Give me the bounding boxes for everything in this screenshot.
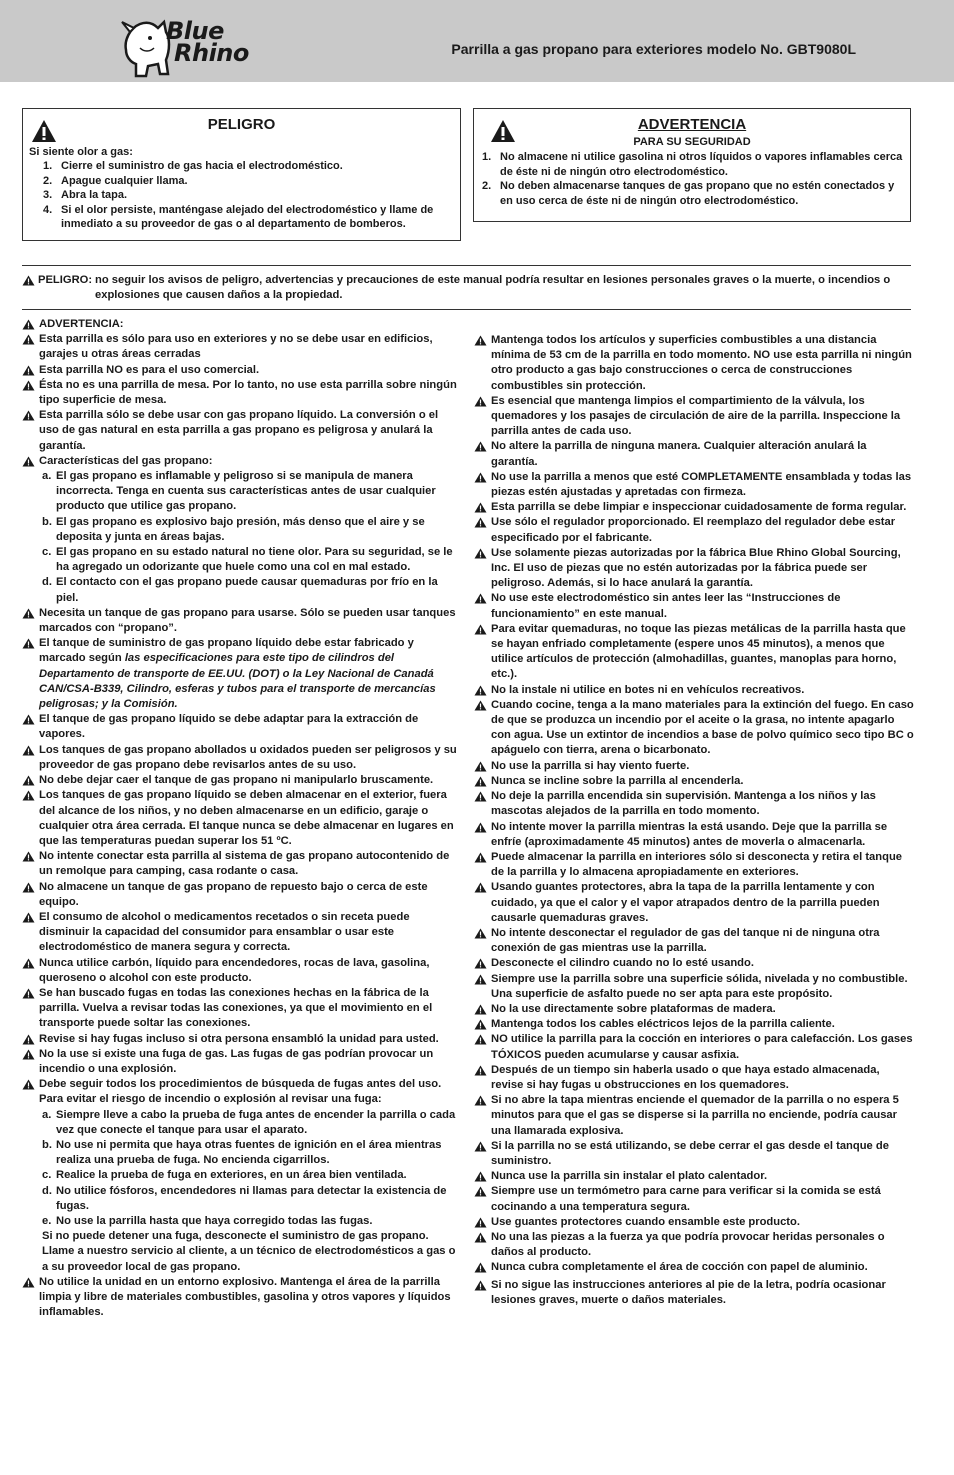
warning-triangle-icon bbox=[490, 119, 516, 143]
warning-triangle-icon bbox=[22, 912, 35, 923]
page-title: Parrilla a gas propano para exteriores modelo No. GBT9080L bbox=[451, 41, 856, 57]
warning-triangle-icon bbox=[474, 1019, 487, 1030]
warning-triangle-icon bbox=[22, 1049, 35, 1060]
item-text: Cierre el suministro de gas hacia el electrodoméstico. bbox=[61, 160, 343, 173]
warning-triangle-icon bbox=[22, 608, 35, 619]
list-item bbox=[474, 500, 914, 515]
warning-triangle-icon bbox=[474, 472, 487, 483]
list-item bbox=[474, 820, 914, 850]
sub-item bbox=[22, 1168, 460, 1183]
sub-letter: b. bbox=[42, 515, 52, 528]
sub-item bbox=[22, 545, 460, 575]
warning-triangle-icon bbox=[474, 1141, 487, 1152]
list-item bbox=[474, 1063, 914, 1093]
warning-triangle-icon bbox=[474, 700, 487, 711]
item-text: No intente mover la parrilla mientras la está usando. Deje que la parrilla se enfríe (aproximadamente 45 minutos) antes de moverla o almacenarla. bbox=[491, 820, 888, 848]
warning-triangle-icon bbox=[22, 775, 35, 786]
sub-letter: c. bbox=[42, 546, 52, 559]
list-item bbox=[474, 1017, 914, 1032]
warning-triangle-icon bbox=[474, 761, 487, 772]
sub-item bbox=[22, 1138, 460, 1168]
list-item bbox=[22, 606, 460, 636]
item-text: No use la parrilla hasta que haya corregido todas las fugas. bbox=[56, 1214, 373, 1227]
list-item bbox=[22, 849, 460, 879]
list-item bbox=[474, 956, 914, 971]
warning-triangle-icon bbox=[474, 1034, 487, 1045]
list-item bbox=[22, 712, 460, 742]
warning-triangle-icon bbox=[474, 1217, 487, 1228]
item-text: Ésta no es una parrilla de mesa. Por lo tanto, no use esta parrilla sobre ningún tipo superficie de mesa. bbox=[39, 378, 457, 407]
item-text: No una las piezas a la fuerza ya que podría provocar heridas personales o daños al producto. bbox=[491, 1230, 885, 1259]
item-text: Esta parrilla es sólo para uso en exteriores y no se debe usar en edificios, garajes u otras áreas cerradas bbox=[39, 333, 433, 361]
danger-text: no seguir los avisos de peligro, advertencias y precauciones de este manual podría resultar en lesiones personales graves o la muerte, o incendios o explosiones que causen daños a la propiedad. bbox=[95, 274, 891, 302]
item-text: Esta parrilla sólo se debe usar con gas propano líquido. La conversión o el uso de gas natural en esta parrilla a gas propano es peligrosa y anulará la garantía. bbox=[39, 409, 439, 452]
item-text: Use sólo el regulador proporcionado. El reemplazo del regulador debe estar especificado por el fabricante. bbox=[491, 516, 896, 544]
list-item bbox=[480, 150, 904, 179]
item-text: Usando guantes protectores, abra la tapa de la parrilla lentamente y con cuidado, ya que el calor y el vapor atrapados dentro de la parrilla pueden causarle quemaduras graves. bbox=[491, 881, 880, 924]
advertencia-steps bbox=[480, 150, 904, 208]
item-text: No deje la parrilla encendida sin supervisión. Mantenga a los niños y las mascotas alejados de la parrilla en todo momento. bbox=[491, 790, 876, 818]
warning-triangle-icon bbox=[474, 441, 487, 452]
warning-triangle-icon bbox=[474, 974, 487, 985]
warning-triangle-icon bbox=[474, 1095, 487, 1106]
list-item bbox=[22, 1032, 460, 1047]
peligro-intro: Si siente olor a gas: bbox=[29, 146, 133, 158]
item-number: 2. bbox=[482, 180, 492, 193]
warning-triangle-icon bbox=[474, 1280, 487, 1291]
list-item bbox=[474, 850, 914, 880]
item-text: Nunca cubra completamente el área de cocción con papel de aluminio. bbox=[491, 1261, 868, 1274]
item-text: Es esencial que mantenga limpios el compartimiento de la válvula, los quemadores y los pasajes de circulación de aire de la parrilla. Inspeccione la parrilla antes de cada uso. bbox=[491, 394, 901, 438]
list-item bbox=[474, 1260, 914, 1275]
list-item bbox=[474, 622, 914, 683]
item-text: No use ni permita que haya otras fuentes de ignición en el área mientras realiza una prueba de fuga. No encienda cigarrillos. bbox=[56, 1138, 442, 1167]
sub-paragraph: Si no puede detener una fuga, desconecte el suministro de gas propano. Llame a nuestro servicio al cliente, a un técnico de electrodomésticos a gas o a su proveedor local de gas propano. bbox=[42, 1230, 456, 1273]
list-item bbox=[22, 408, 460, 454]
item-text: No deben almacenarse tanques de gas propano que no estén conectados y en uso cerca de éste ni de ningún otro electrodoméstico. bbox=[500, 180, 895, 207]
item-text: NO utilice la parrilla para la cocción en interiores o para calefacción. Los gases TÓXICOS pueden acumularse y causar asfixia. bbox=[491, 1033, 913, 1061]
warning-triangle-icon bbox=[22, 410, 35, 421]
list-item bbox=[474, 926, 914, 956]
warning-triangle-icon bbox=[22, 365, 35, 376]
warning-triangle-icon bbox=[474, 852, 487, 863]
warning-triangle-icon bbox=[22, 988, 35, 999]
sub-letter: a. bbox=[42, 470, 52, 483]
danger-label: PELIGRO: bbox=[38, 274, 93, 286]
sub-letter: c. bbox=[42, 1169, 52, 1182]
list-item bbox=[474, 774, 914, 789]
item-text-italic: las especificaciones para este tipo de cilindros del Departamento de transporte de EE.UU. (DOT) o la Ley Nacional de Canadá CAN/CSA-B339, Cilindro, esferas y tubos para el transporte de mercancías peligrosas; y la Comisión. bbox=[39, 652, 436, 711]
list-item bbox=[474, 880, 914, 926]
warning-triangle-icon bbox=[22, 319, 35, 330]
list-item bbox=[480, 179, 904, 208]
item-text: No utilice fósforos, encendedores ni llamas para detectar la existencia de fugas. bbox=[56, 1184, 447, 1212]
list-item bbox=[474, 698, 914, 759]
warning-heading bbox=[22, 317, 460, 332]
item-text: No almacene un tanque de gas propano de repuesto bajo o cerca de este equipo. bbox=[39, 880, 428, 908]
item-text: El contacto con el gas propano puede causar quemaduras por frío en la piel. bbox=[56, 576, 438, 604]
item-text: Características del gas propano: bbox=[39, 454, 213, 467]
list-item bbox=[474, 515, 914, 545]
list-item bbox=[474, 394, 914, 440]
list-item bbox=[22, 1077, 460, 1107]
warning-triangle-icon bbox=[22, 958, 35, 969]
item-text: Puede almacenar la parrilla en interiores sólo si desconecta y retira el tanque de la parrilla y lo almacena apropiadamente en exteriores. bbox=[491, 850, 902, 879]
warning-triangle-icon bbox=[474, 1171, 487, 1182]
list-item bbox=[474, 333, 914, 394]
list-item bbox=[474, 470, 914, 500]
item-text: El tanque de gas propano líquido se debe adaptar para la extracción de vapores. bbox=[39, 713, 419, 741]
advertencia-title: ADVERTENCIA bbox=[637, 116, 747, 133]
item-text: Se han buscado fugas en todas las conexiones hechas en la fábrica de la parrilla. Vuelva a revisar todas las conexiones, ya que el movimiento en el transporte puede soltar las conexiones. bbox=[39, 986, 433, 1030]
divider bbox=[22, 309, 911, 310]
list-item bbox=[474, 1093, 914, 1139]
peligro-box bbox=[22, 108, 461, 241]
item-text: No utilice la unidad en un entorno explosivo. Mantenga el área de la parrilla limpia y libre de materiales combustibles, gasolina y otros vapores y líquidos inflamables. bbox=[39, 1275, 451, 1319]
sub-letter: a. bbox=[42, 1108, 52, 1121]
list-item bbox=[22, 1047, 460, 1077]
warnings-left-column bbox=[22, 317, 460, 1320]
item-number: 4. bbox=[43, 203, 53, 216]
item-text: Si no sigue las instrucciones anteriores al pie de la letra, podría ocasionar lesiones graves, muerte o daños materiales. bbox=[491, 1278, 886, 1306]
danger-notice bbox=[22, 273, 902, 303]
sub-item bbox=[22, 1214, 460, 1229]
brand-line-1: Blue bbox=[166, 17, 224, 45]
warning-triangle-icon bbox=[474, 1186, 487, 1197]
warning-triangle-icon bbox=[474, 335, 487, 346]
item-number: 1. bbox=[482, 151, 492, 164]
item-text: Esta parrilla se debe limpiar e inspeccionar cuidadosamente de forma regular. bbox=[491, 501, 907, 514]
warning-triangle-icon bbox=[31, 119, 57, 143]
item-text: Nunca use la parrilla sin instalar el plato calentador. bbox=[491, 1170, 768, 1183]
list-item bbox=[474, 1215, 914, 1230]
item-text: Siempre use un termómetro para carne para verificar si la comida se está cocinando a una temperatura segura. bbox=[491, 1185, 881, 1213]
item-text: Para evitar quemaduras, no toque las piezas metálicas de la parrilla hasta que se hayan enfriado completamente (espere unos 45 minutos), a menos que utilice artículos de protección (almohadillas, guantes, manoplas para horno, etc.). bbox=[491, 622, 906, 681]
warning-triangle-icon bbox=[22, 851, 35, 862]
item-text: Abra la tapa. bbox=[61, 189, 128, 202]
warning-triangle-icon bbox=[474, 1065, 487, 1076]
list-item bbox=[474, 789, 914, 819]
item-text: Los tanques de gas propano líquido se deben almacenar en el exterior, fuera del alcance de los niños, y no deben almacenarse en un edificio, garaje o cualquier otra área cerrada. El tanque nunca se debe almacenar en lugares en que las temperaturas puedan superar los 51 ºC. bbox=[39, 789, 454, 847]
item-text: No intente desconectar el regulador de gas del tanque ni de ninguna otra conexión de gas mientras use la parrilla. bbox=[491, 926, 880, 955]
warning-triangle-icon bbox=[474, 517, 487, 528]
item-text: Debe seguir todos los procedimientos de búsqueda de fugas antes del uso. Para evitar el riesgo de incendio o explosión al revisar una fuga: bbox=[39, 1078, 442, 1106]
list-item bbox=[29, 203, 454, 232]
warning-triangle-icon bbox=[474, 776, 487, 787]
item-text: Siempre use la parrilla sobre una superficie sólida, nivelada y no combustible. Una superficie de asfalto puede no ser apta para este propósito. bbox=[491, 972, 908, 1000]
sub-letter: b. bbox=[42, 1138, 52, 1151]
item-text: No use este electrodoméstico sin antes leer las “Instrucciones de funcionamiento” en este manual. bbox=[491, 592, 841, 620]
brand-wordmark bbox=[166, 17, 249, 67]
item-text: No intente conectar esta parrilla al sistema de gas propano autocontenido de un remolque para camping, casa rodante o casa. bbox=[39, 850, 450, 878]
sub-item bbox=[22, 515, 460, 545]
item-text: Necesita un tanque de gas propano para usarse. Sólo se pueden usar tanques marcados con “propano”. bbox=[39, 606, 456, 635]
item-text: Si la parrilla no se está utilizando, se debe cerrar el gas desde el tanque de suministro. bbox=[491, 1139, 889, 1167]
list-item bbox=[22, 378, 460, 408]
item-text: No la use si existe una fuga de gas. Las fugas de gas podrían provocar un incendio o una explosión. bbox=[39, 1047, 434, 1075]
list-item bbox=[474, 1169, 914, 1184]
warning-triangle-icon bbox=[474, 822, 487, 833]
list-item bbox=[474, 1032, 914, 1062]
header-bar bbox=[0, 0, 954, 82]
list-item bbox=[474, 1278, 914, 1308]
item-text: Revise si hay fugas incluso si otra persona ensambló la unidad para usted. bbox=[39, 1032, 439, 1045]
heading-text: ADVERTENCIA: bbox=[39, 318, 124, 330]
list-item bbox=[29, 188, 454, 202]
item-text: El tanque de suministro de gas propano líquido debe estar fabricado y marcado según bbox=[39, 637, 414, 665]
item-text: El gas propano en su estado natural no tiene olor. Para su seguridad, se le ha agregado un odorizante que huele como una col en mal estado. bbox=[56, 546, 453, 574]
item-text: Use solamente piezas autorizadas por la fábrica Blue Rhino Global Sourcing, Inc. El uso de piezas que no estén autorizadas por la fábrica puede ser peligroso. Además, si lo hace anulará la garantía. bbox=[491, 546, 901, 590]
warning-triangle-icon bbox=[474, 882, 487, 893]
item-text: Apague cualquier llama. bbox=[61, 174, 188, 187]
warning-triangle-icon bbox=[22, 380, 35, 391]
list-item bbox=[22, 910, 460, 956]
warning-triangle-icon bbox=[474, 791, 487, 802]
list-item bbox=[474, 759, 914, 774]
warning-triangle-icon bbox=[22, 334, 35, 345]
warning-triangle-icon bbox=[474, 548, 487, 559]
warning-triangle-icon bbox=[22, 1079, 35, 1090]
item-text: El consumo de alcohol o medicamentos recetados o sin receta puede disminuir la capacidad del consumidor para ensamblar o usar este electrodoméstico de manera segura y correcta. bbox=[39, 910, 410, 954]
item-text: Nunca utilice carbón, líquido para encendedores, rocas de lava, gasolina, queroseno o alcohol con este producto. bbox=[39, 956, 430, 984]
item-text: Los tanques de gas propano abollados u oxidados pueden ser peligrosos y su proveedor de gas propano debe revisarlos antes de su uso. bbox=[39, 743, 457, 771]
peligro-title: PELIGRO bbox=[207, 116, 276, 133]
list-item bbox=[474, 683, 914, 698]
list-item bbox=[474, 439, 914, 469]
warning-triangle-icon bbox=[22, 638, 35, 649]
item-text: Mantenga todos los artículos y superficies combustibles a una distancia mínima de 53 cm de la parrilla en todo momento. NO use esta parrilla ni ningún otro producto a gas bajo construcciones o cerca de construcciones combustibles sin protección. bbox=[491, 334, 912, 392]
list-item bbox=[474, 1184, 914, 1214]
list-item bbox=[22, 636, 460, 712]
sub-letter: d. bbox=[42, 1184, 52, 1197]
item-text: Mantenga todos los cables eléctricos lejos de la parrilla caliente. bbox=[491, 1018, 835, 1031]
list-item bbox=[474, 1139, 914, 1169]
list-item bbox=[474, 591, 914, 621]
warning-triangle-icon bbox=[22, 745, 35, 756]
list-item bbox=[22, 956, 460, 986]
warning-triangle-icon bbox=[474, 1232, 487, 1243]
item-number: 1. bbox=[43, 160, 53, 173]
warning-triangle-icon bbox=[22, 882, 35, 893]
warning-triangle-icon bbox=[474, 502, 487, 513]
item-text: El gas propano es inflamable y peligroso si se manipula de manera incorrecta. Tenga en cuenta sus características antes de usar cualquier producto que utilice gas propano. bbox=[56, 470, 436, 513]
warning-triangle-icon bbox=[474, 396, 487, 407]
warning-triangle-icon bbox=[22, 790, 35, 801]
warning-triangle-icon bbox=[474, 685, 487, 696]
item-text: No la instale ni utilice en botes ni en vehículos recreativos. bbox=[491, 683, 805, 696]
item-text: Esta parrilla NO es para el uso comercial. bbox=[39, 363, 260, 376]
warning-triangle-icon bbox=[474, 958, 487, 969]
item-text: No use la parrilla a menos que esté COMPLETAMENTE ensamblada y todas las piezas estén ajustadas y apretadas con firmeza. bbox=[491, 470, 912, 499]
item-number: 2. bbox=[43, 174, 53, 187]
sub-letter: d. bbox=[42, 576, 52, 589]
item-text: Después de un tiempo sin haberla usado o que haya estado almacenada, revise si hay fugas u obstrucciones en los quemadores. bbox=[491, 1063, 880, 1091]
item-text: Cuando cocine, tenga a la mano materiales para la extinción del fuego. En caso de que se produzca un incendio por el aceite o la grasa, no intente apagarlo con agua. Use un extintor de incendios a base de polvo químico seco tipo BC o apáguelo con tierra, arena o bicarbonato. bbox=[491, 698, 914, 757]
divider bbox=[22, 265, 911, 266]
item-text: No debe dejar caer el tanque de gas propano ni manipularlo bruscamente. bbox=[39, 774, 434, 787]
list-item bbox=[29, 174, 454, 188]
warning-triangle-icon bbox=[474, 593, 487, 604]
item-text: No use la parrilla si hay viento fuerte. bbox=[491, 759, 690, 772]
sub-item bbox=[22, 469, 460, 515]
item-text: El gas propano es explosivo bajo presión, más denso que el aire y se deposita y junta en áreas bajas. bbox=[56, 515, 425, 543]
warning-triangle-icon bbox=[22, 275, 35, 286]
brand-line-2: Rhino bbox=[174, 39, 249, 67]
item-text: Si no abre la tapa mientras enciende el quemador de la parrilla o no espera 5 minutos para que el gas se disperse si la parrilla no enciende, podría causar una llamarada explosiva. bbox=[491, 1094, 899, 1137]
warning-triangle-icon bbox=[474, 928, 487, 939]
item-text: Si el olor persiste, manténgase alejado del electrodoméstico y llame de inmediato a su proveedor de gas o al departamento de bomberos. bbox=[61, 203, 434, 231]
item-text: Nunca se incline sobre la parrilla al encenderla. bbox=[491, 774, 744, 787]
warning-triangle-icon bbox=[22, 456, 35, 467]
list-item bbox=[29, 159, 454, 173]
list-item bbox=[22, 332, 460, 362]
sub-letter: e. bbox=[42, 1214, 52, 1227]
warning-triangle-icon bbox=[22, 1034, 35, 1045]
list-item bbox=[474, 1230, 914, 1260]
item-text: Desconecte el cilindro cuando no lo esté usando. bbox=[491, 957, 754, 970]
list-item bbox=[22, 773, 460, 788]
list-item bbox=[22, 1275, 460, 1321]
list-item bbox=[22, 986, 460, 1032]
list-item bbox=[22, 363, 460, 378]
sub-item bbox=[22, 575, 460, 605]
item-text: Use guantes protectores cuando ensamble este producto. bbox=[491, 1215, 800, 1228]
list-item bbox=[474, 972, 914, 1002]
advertencia-subtitle: PARA SU SEGURIDAD bbox=[633, 136, 751, 148]
item-text: Realice la prueba de fuga en exteriores, en un área bien ventilada. bbox=[56, 1169, 407, 1182]
list-item bbox=[474, 1002, 914, 1017]
list-item bbox=[22, 788, 460, 849]
item-text: No la use directamente sobre plataformas de madera. bbox=[491, 1002, 776, 1015]
item-text: Siempre lleve a cabo la prueba de fuga antes de encender la parrilla o cada vez que conecte el tanque para usar el aparato. bbox=[56, 1108, 456, 1136]
item-number: 3. bbox=[43, 189, 53, 202]
warning-triangle-icon bbox=[22, 714, 35, 725]
sub-item bbox=[22, 1184, 460, 1214]
list-item bbox=[22, 880, 460, 910]
warning-triangle-icon bbox=[474, 624, 487, 635]
sub-item bbox=[22, 1108, 460, 1138]
warning-triangle-icon bbox=[474, 1262, 487, 1273]
warning-triangle-icon bbox=[474, 1004, 487, 1015]
list-item bbox=[22, 743, 460, 773]
peligro-steps bbox=[29, 159, 454, 231]
advertencia-box bbox=[473, 108, 911, 222]
list-item bbox=[22, 454, 460, 469]
list-item bbox=[474, 546, 914, 592]
warning-triangle-icon bbox=[22, 1277, 35, 1288]
item-text: No altere la parrilla de ninguna manera. Cualquier alteración anulará la garantía. bbox=[491, 440, 867, 468]
item-text: No almacene ni utilice gasolina ni otros líquidos o vapores inflamables cerca de éste ni de ningún otro electrodoméstico. bbox=[500, 151, 903, 178]
warnings-right-column bbox=[474, 333, 914, 1308]
